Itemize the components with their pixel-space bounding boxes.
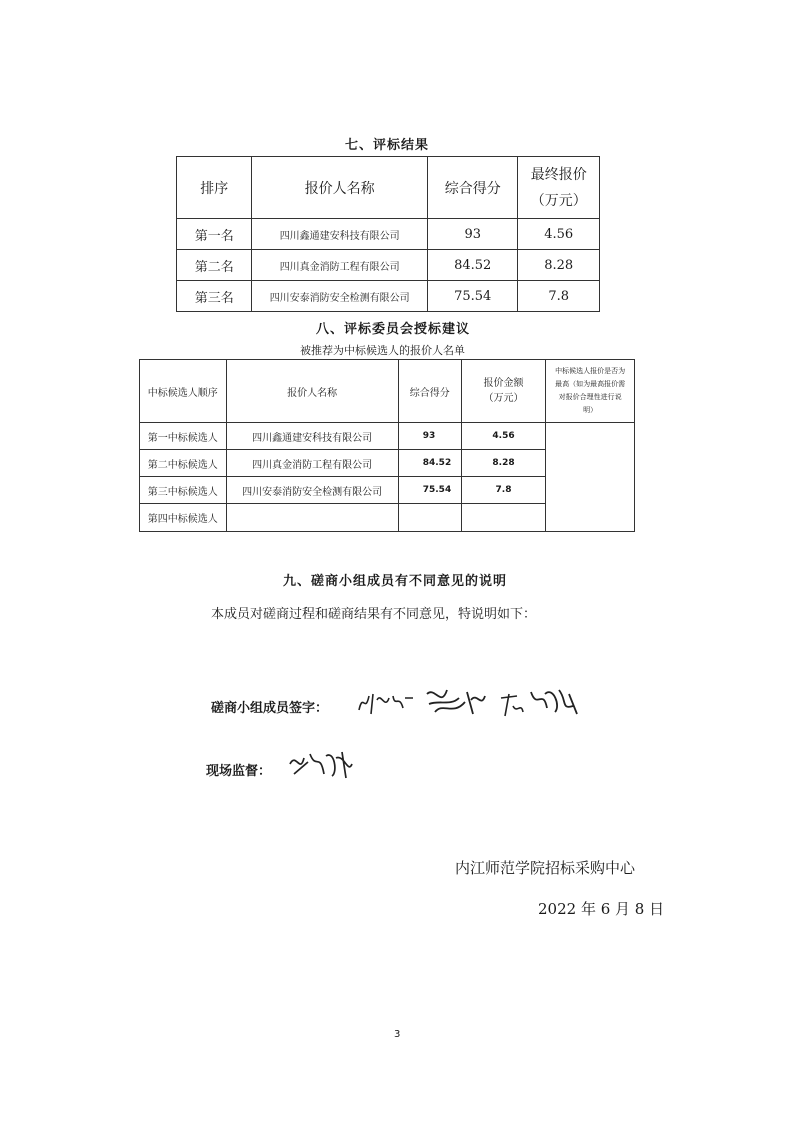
amount-cell: 8.28 [461,450,546,477]
score-cell: 93 [427,219,518,250]
organization-name: 内江师范学院招标采购中心 [455,859,636,877]
bidder-cell: 四川安泰消防安全检测有限公司 [252,281,428,312]
section9-body: 本成员对磋商过程和磋商结果有不同意见，特说明如下： [211,607,537,622]
bidder-cell: 四川鑫通建安科技有限公司 [226,423,398,450]
header-note [546,360,635,423]
header-rank: 排序 [177,157,252,219]
bidder-cell [226,504,398,532]
price-cell: 4.56 [518,219,600,250]
order-cell: 第二中标候选人 [140,450,227,477]
supervisor-handwritten-signature [286,744,356,784]
table-row [177,250,600,281]
supervisor-label: 现场监督： [206,764,272,779]
header-note-line2: 最高（如为最高报价需 [555,380,626,388]
score-cell: 75.54 [398,477,461,504]
candidate-table [139,359,635,532]
header-price [518,157,600,219]
members-signature-label: 磋商小组成员签字： [211,701,329,716]
header-note-line4: 明） [583,406,598,414]
signature-stroke [290,752,352,778]
header-bidder: 报价人名称 [226,360,398,423]
header-bidder: 报价人名称 [252,157,428,219]
note-cell [546,423,635,532]
signature-stroke [531,690,577,714]
price-cell: 7.8 [518,281,600,312]
amount-cell [461,504,546,532]
score-cell: 84.52 [398,450,461,477]
signature-stroke [359,694,413,714]
table-header-row [140,360,635,423]
page-number: 3 [394,1029,401,1040]
header-note-line1: 中标候选人报价是否为 [555,367,626,375]
score-cell: 93 [398,423,461,450]
header-note-line3: 对报价合理性进行说 [558,393,622,401]
rank-cell: 第一名 [177,219,252,250]
table-row [177,219,600,250]
signature-stroke [501,694,523,716]
section7-title: 七、评标结果 [345,138,430,153]
bidder-cell: 四川真金消防工程有限公司 [252,250,428,281]
bidder-cell: 四川安泰消防安全检测有限公司 [226,477,398,504]
rank-cell: 第三名 [177,281,252,312]
header-score: 综合得分 [398,360,461,423]
members-handwritten-signatures [355,680,585,725]
order-cell: 第一中标候选人 [140,423,227,450]
amount-cell: 7.8 [461,477,546,504]
header-order: 中标候选人顺序 [140,360,227,423]
header-price-line2: （万元） [530,192,587,209]
header-amount-line1: 报价金额 [483,378,524,389]
price-cell: 8.28 [518,250,600,281]
table-row [140,423,635,450]
score-cell [398,504,461,532]
amount-cell: 4.56 [461,423,546,450]
table-row [177,281,600,312]
score-cell: 75.54 [427,281,518,312]
section8-subtitle: 被推荐为中标候选人的报价人名单 [300,344,465,357]
header-amount [461,360,546,423]
header-score: 综合得分 [427,157,518,219]
bidder-cell: 四川真金消防工程有限公司 [226,450,398,477]
header-price-line1: 最终报价 [530,166,587,183]
section8-title: 八、评标委员会授标建议 [316,322,471,337]
bidder-cell: 四川鑫通建安科技有限公司 [252,219,428,250]
order-cell: 第三中标候选人 [140,477,227,504]
evaluation-results-table [176,156,600,312]
score-cell: 84.52 [427,250,518,281]
section9-title: 九、磋商小组成员有不同意见的说明 [283,574,508,589]
document-date: 2022 年 6 月 8 日 [538,900,665,918]
order-cell: 第四中标候选人 [140,504,227,532]
header-amount-line2: （万元） [483,393,524,404]
table-header-row [177,157,600,219]
signature-stroke [427,690,485,714]
rank-cell: 第二名 [177,250,252,281]
